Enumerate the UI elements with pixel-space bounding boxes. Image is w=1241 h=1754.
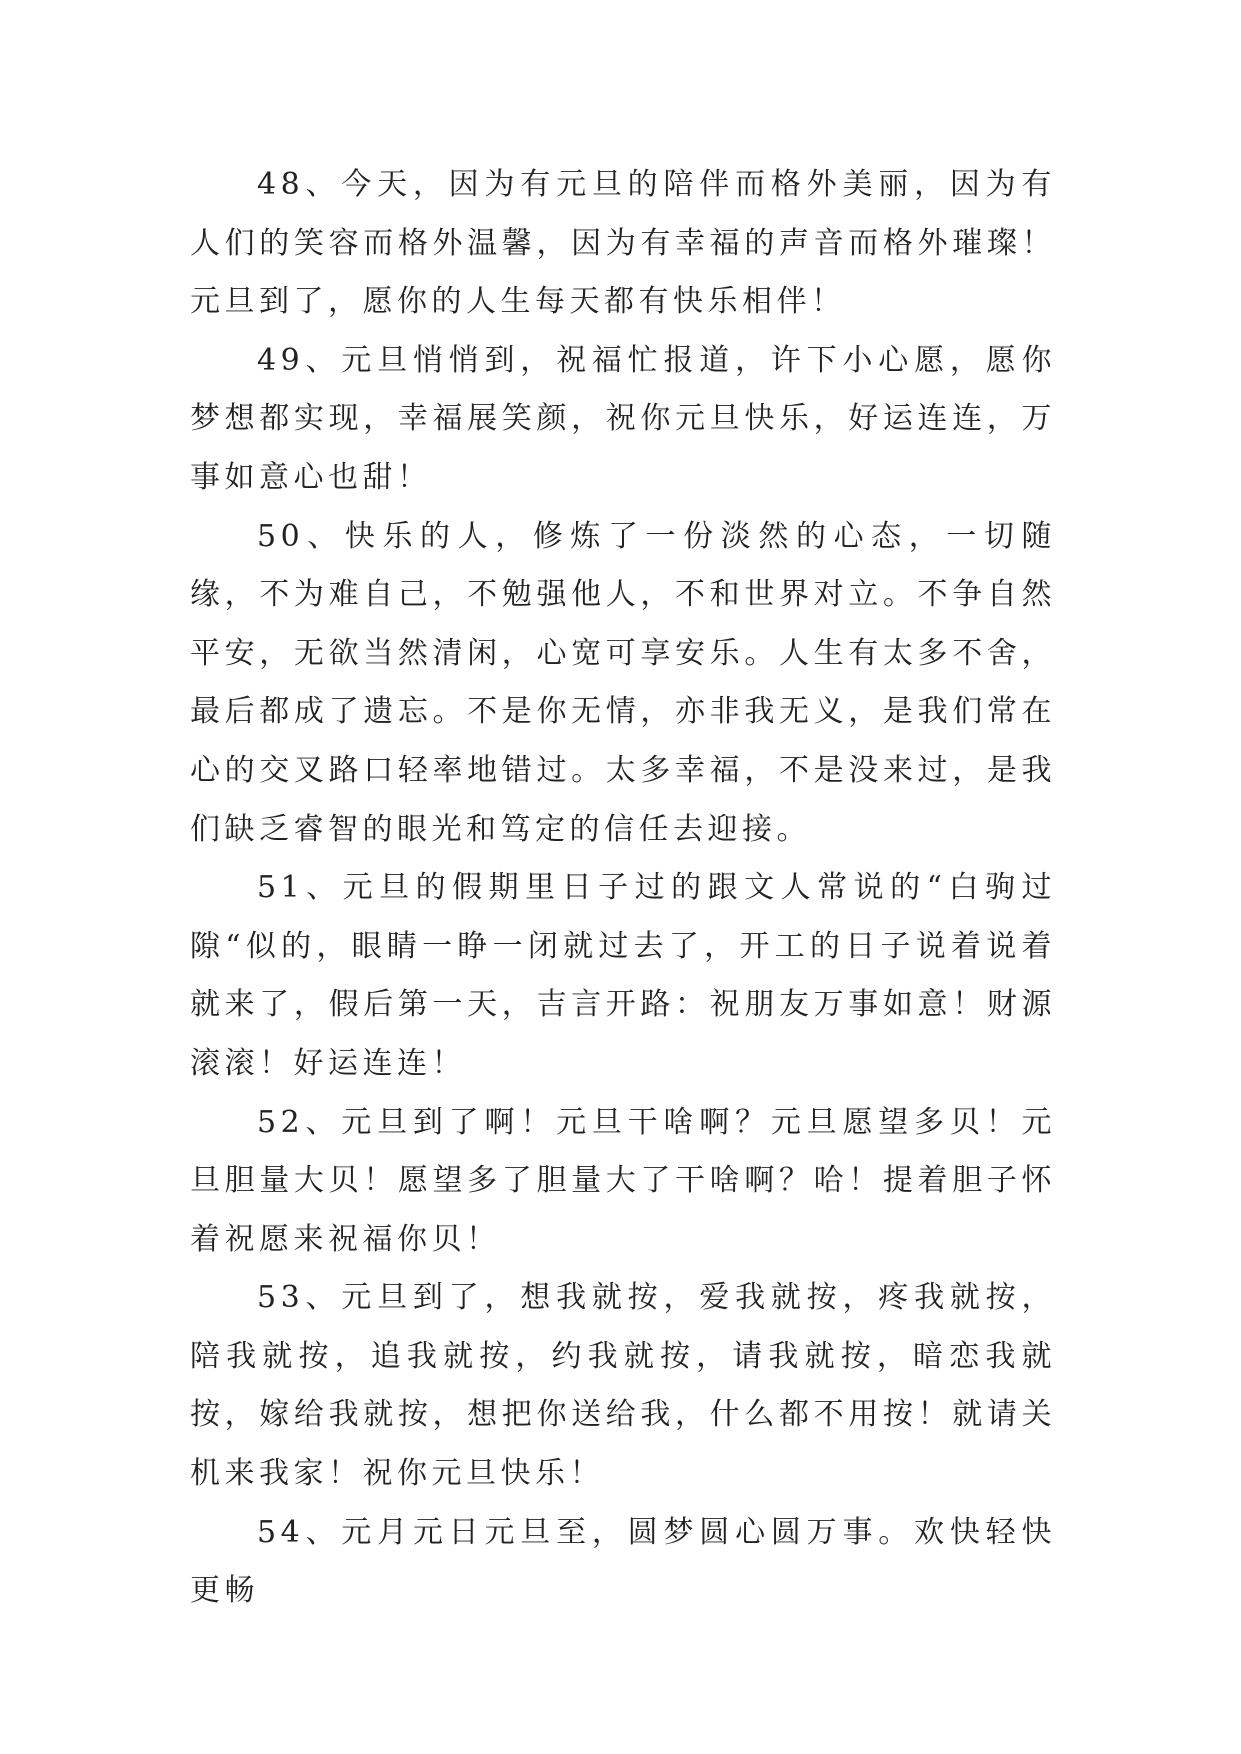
- paragraph-52: 52、元旦到了啊！元旦干啥啊？元旦愿望多贝！元旦胆量大贝！愿望多了胆量大了干啥啊？哈！提着胆子怀着祝愿来祝福你贝！: [190, 1104, 1056, 1257]
- paragraph-54: 54、元月元日元旦至，圆梦圆心圆万事。欢快轻快更畅: [190, 1514, 1056, 1609]
- paragraph-53: 53、元旦到了，想我就按，爱我就按，疼我就按，陪我就按，追我就按，约我就按，请我就按，暗恋我就按，嫁给我就按，想把你送给我，什么都不用按！就请关机来我家！祝你元旦快乐！: [190, 1280, 1056, 1492]
- paragraph-49: 49、元旦悄悄到，祝福忙报道，许下小心愿，愿你梦想都实现，幸福展笑颜，祝你元旦快乐，好运连连，万事如意心也甜！: [190, 342, 1056, 495]
- paragraph-48: 48、今天，因为有元旦的陪伴而格外美丽，因为有人们的笑容而格外温馨，因为有幸福的声音而格外璀璨！元旦到了，愿你的人生每天都有快乐相伴！: [190, 167, 1056, 320]
- document-body: [190, 156, 1056, 1621]
- paragraph-50: 50、快乐的人，修炼了一份淡然的心态，一切随缘，不为难自己，不勉强他人，不和世界对立。不争自然平安，无欲当然清闲，心宽可享安乐。人生有太多不舍，最后都成了遗忘。不是你无情，亦非我无义，是我们常在心的交叉路口轻率地错过。太多幸福，不是没来过，是我们缺乏睿智的眼光和笃定的信任去迎接。: [190, 518, 1056, 847]
- paragraph-51: 51、元旦的假期里日子过的跟文人常说的“白驹过隙“似的，眼睛一睁一闭就过去了，开工的日子说着说着就来了，假后第一天，吉言开路：祝朋友万事如意！财源滚滚！好运连连！: [190, 870, 1056, 1081]
